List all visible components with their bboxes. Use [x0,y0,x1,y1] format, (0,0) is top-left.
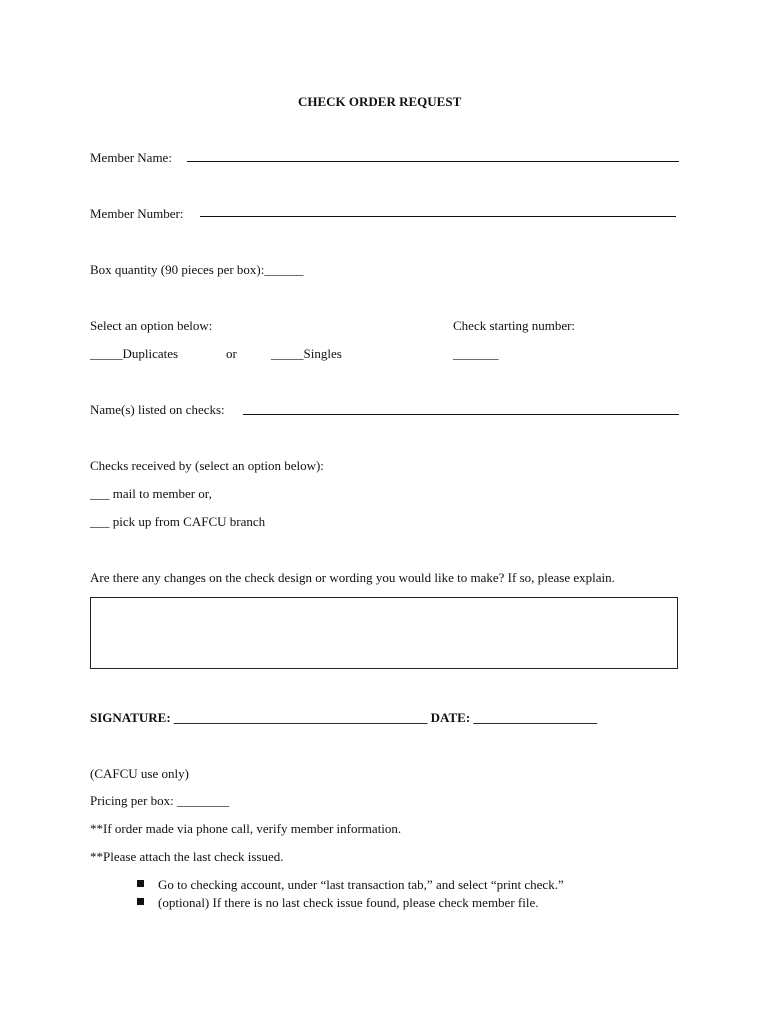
pricing-per-box[interactable]: Pricing per box: ________ [90,793,230,808]
check-starting-label: Check starting number: [453,318,576,333]
checks-received-label: Checks received by (select an option below): [90,458,324,473]
square-bullet-icon [137,880,144,887]
bullet-item: Go to checking account, under “last transaction tab,” and select “print check.” [158,877,564,892]
singles-option[interactable]: _____Singles [271,346,342,361]
member-name-line[interactable] [187,161,679,162]
box-quantity-label[interactable]: Box quantity (90 pieces per box):______ [90,262,304,277]
duplicates-option[interactable]: _____Duplicates [90,346,179,361]
square-bullet-icon [137,898,144,905]
or-text: or [226,346,237,361]
member-name-label: Member Name: [90,150,172,165]
form-title: CHECK ORDER REQUEST [298,94,462,109]
attach-note: **Please attach the last check issued. [90,849,284,864]
member-number-line[interactable] [200,216,676,217]
bullet-item: (optional) If there is no last check issue found, please check member file. [158,895,539,910]
signature-date-line[interactable]: SIGNATURE: _______________________________________ DATE: ___________________ [90,710,597,725]
check-starting-blank[interactable]: _______ [453,346,499,361]
names-listed-line[interactable] [243,414,679,415]
select-option-label: Select an option below: [90,318,213,333]
explanation-textbox[interactable] [90,597,678,669]
member-number-label: Member Number: [90,206,184,221]
mail-option[interactable]: ___ mail to member or, [90,486,212,501]
changes-question: Are there any changes on the check design or wording you would like to make? If so, please explain. [90,570,615,585]
cafcu-use-only: (CAFCU use only) [90,766,189,781]
phone-note: **If order made via phone call, verify member information. [90,821,402,836]
names-listed-label: Name(s) listed on checks: [90,402,225,417]
pickup-option[interactable]: ___ pick up from CAFCU branch [90,514,266,529]
